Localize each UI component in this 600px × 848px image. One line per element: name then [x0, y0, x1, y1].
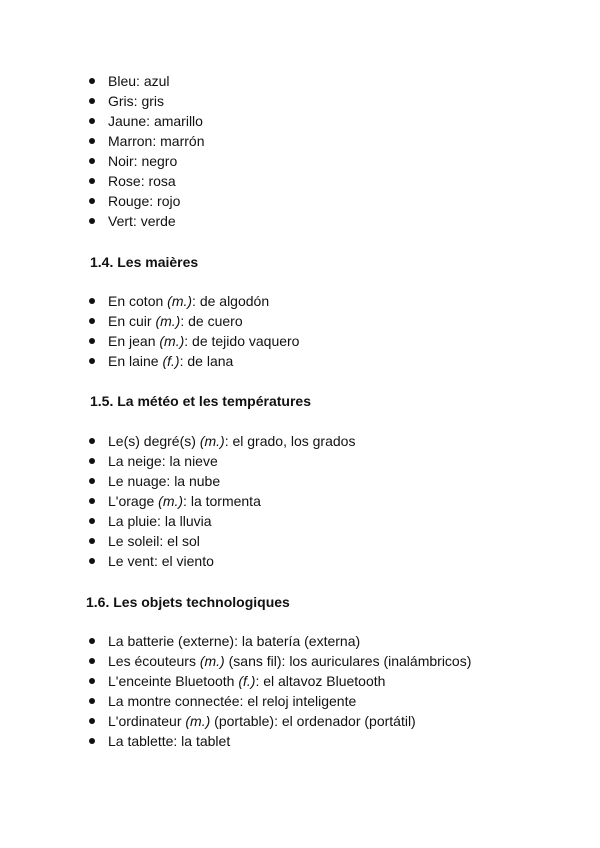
separator: :: [281, 653, 290, 669]
separator: :: [274, 713, 282, 729]
term-text: Les écouteurs: [108, 653, 200, 669]
list-item: [0, 711, 471, 731]
bullet-icon: [89, 78, 95, 84]
separator: :: [239, 693, 248, 709]
bullet-icon: [89, 298, 95, 304]
term-text: Le nuage: [108, 473, 167, 489]
bullet-icon: [89, 338, 95, 344]
translation-text: de tejido vaquero: [192, 333, 300, 349]
translation-text: la nieve: [169, 453, 218, 469]
translation-text: de lana: [187, 353, 234, 369]
translation-text: el altavoz Bluetooth: [263, 673, 386, 689]
translation-text: rosa: [148, 173, 176, 189]
gender-label: (m.): [155, 313, 181, 329]
term-text: En laine: [108, 353, 163, 369]
translation-text: marrón: [160, 133, 205, 149]
bullet-icon: [89, 118, 95, 124]
list-item: [0, 651, 471, 671]
term-text: La tablette: [108, 733, 174, 749]
translation-text: rojo: [157, 193, 181, 209]
translation-text: el viento: [161, 553, 214, 569]
materials-list: [0, 291, 299, 371]
list-item: [0, 731, 471, 751]
bullet-icon: [89, 738, 95, 744]
term-text: Le soleil: [108, 533, 160, 549]
list-item: [0, 551, 355, 571]
list-item: [0, 291, 299, 311]
separator: :: [183, 493, 191, 509]
translation-text: la batería (externa): [241, 633, 361, 649]
translation-text: la nube: [174, 473, 221, 489]
separator: :: [153, 553, 162, 569]
bullet-icon: [89, 498, 95, 504]
list-item: [0, 331, 299, 351]
bullet-icon: [89, 658, 95, 664]
bullet-icon: [89, 718, 95, 724]
bullet-icon: [89, 638, 95, 644]
bullet-icon: [89, 518, 95, 524]
list-item: [0, 171, 205, 191]
gender-label: (m.): [199, 433, 225, 449]
translation-text: azul: [143, 73, 170, 89]
list-item: [0, 431, 355, 451]
term-text: La montre connectée: [108, 693, 240, 709]
translation-text: el grado, los grados: [232, 433, 356, 449]
bullet-icon: [89, 678, 95, 684]
translation-text: el sol: [167, 533, 200, 549]
term-text: La pluie: [108, 513, 158, 529]
term-text: En jean: [108, 333, 160, 349]
separator: :: [140, 173, 149, 189]
gender-label: (m.): [158, 493, 184, 509]
gender-label: (m.): [199, 653, 225, 669]
list-item: [0, 311, 299, 331]
separator: :: [224, 433, 233, 449]
bullet-icon: [89, 178, 95, 184]
translation-text: de algodón: [199, 293, 270, 309]
list-item: [0, 111, 205, 131]
separator: :: [179, 353, 188, 369]
list-item: [0, 671, 471, 691]
separator: :: [255, 673, 264, 689]
term-text: L'orage: [108, 493, 159, 509]
term-text: Noir: [108, 153, 134, 169]
colors-list: [0, 71, 205, 231]
translation-text: gris: [141, 93, 165, 109]
gender-label: (m.): [167, 293, 193, 309]
list-item: [0, 71, 205, 91]
term-text: Le(s) degré(s): [108, 433, 200, 449]
tech-list: [0, 631, 471, 751]
list-item: [0, 491, 355, 511]
list-item: [0, 451, 355, 471]
term-text: Le vent: [108, 553, 154, 569]
gender-label: (m.): [159, 333, 185, 349]
bullet-icon: [89, 98, 95, 104]
list-item: [0, 151, 205, 171]
separator: :: [192, 293, 200, 309]
list-item: [0, 91, 205, 111]
term-text: Vert: [108, 213, 133, 229]
separator: :: [157, 513, 165, 529]
translation-text: amarillo: [153, 113, 203, 129]
list-item: [0, 471, 355, 491]
separator: :: [234, 633, 242, 649]
translation-text: los auriculares (inalámbricos): [289, 653, 472, 669]
bullet-icon: [89, 438, 95, 444]
translation-text: la tablet: [181, 733, 231, 749]
bullet-icon: [89, 458, 95, 464]
bullet-icon: [89, 318, 95, 324]
list-item: [0, 351, 299, 371]
translation-text: verde: [140, 213, 176, 229]
list-item: [0, 511, 355, 531]
term-text: La neige: [108, 453, 162, 469]
bullet-icon: [89, 198, 95, 204]
term-text: L'enceinte Bluetooth: [108, 673, 239, 689]
bullet-icon: [89, 158, 95, 164]
separator: :: [173, 733, 182, 749]
separator: :: [133, 153, 142, 169]
separator: :: [152, 133, 161, 149]
translation-text: de cuero: [188, 313, 243, 329]
term-extra: (sans fil): [224, 653, 282, 669]
translation-text: negro: [141, 153, 178, 169]
list-item: [0, 631, 471, 651]
list-item: [0, 191, 205, 211]
translation-text: la tormenta: [190, 493, 261, 509]
separator: :: [161, 453, 170, 469]
translation-text: el ordenador (portátil): [281, 713, 416, 729]
list-item: [0, 131, 205, 151]
list-item: [0, 691, 471, 711]
bullet-icon: [89, 478, 95, 484]
term-text: Jaune: [108, 113, 147, 129]
list-item: [0, 211, 205, 231]
separator: :: [133, 93, 142, 109]
separator: :: [149, 193, 158, 209]
term-text: L'ordinateur: [108, 713, 186, 729]
separator: :: [132, 213, 141, 229]
separator: :: [180, 313, 189, 329]
term-text: Bleu: [108, 73, 137, 89]
term-text: Rouge: [108, 193, 150, 209]
separator: :: [136, 73, 144, 89]
term-text: La batterie (externe): [108, 633, 235, 649]
bullet-icon: [89, 138, 95, 144]
term-text: Rose: [108, 173, 141, 189]
term-extra: (portable): [210, 713, 275, 729]
bullet-icon: [89, 538, 95, 544]
weather-list: [0, 431, 355, 571]
separator: :: [159, 533, 168, 549]
section-heading-tech: 1.6. Les objets technologiques: [86, 594, 290, 610]
gender-label: (f.): [162, 353, 180, 369]
bullet-icon: [89, 698, 95, 704]
section-heading-materials: 1.4. Les maières: [90, 254, 199, 270]
term-text: Gris: [108, 93, 134, 109]
bullet-icon: [89, 218, 95, 224]
section-heading-weather: 1.5. La météo et les températures: [90, 393, 311, 409]
separator: :: [184, 333, 193, 349]
term-text: En coton: [108, 293, 168, 309]
term-text: En cuir: [108, 313, 156, 329]
term-text: Marron: [108, 133, 153, 149]
gender-label: (m.): [185, 713, 211, 729]
bullet-icon: [89, 558, 95, 564]
translation-text: el reloj inteligente: [247, 693, 357, 709]
gender-label: (f.): [238, 673, 256, 689]
separator: :: [166, 473, 175, 489]
bullet-icon: [89, 358, 95, 364]
list-item: [0, 531, 355, 551]
translation-text: la lluvia: [164, 513, 212, 529]
separator: :: [146, 113, 154, 129]
